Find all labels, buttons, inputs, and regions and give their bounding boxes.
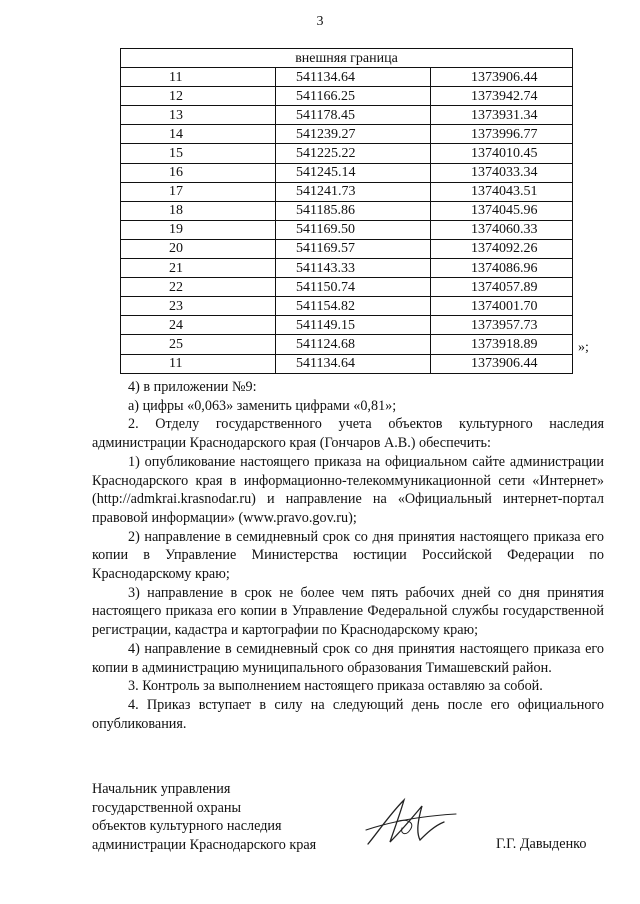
- table-row: [121, 278, 573, 297]
- table-row: [121, 144, 573, 163]
- x-coordinate-cell: 541185.86: [276, 201, 431, 220]
- point-number-cell: 21: [121, 259, 276, 278]
- point-number-cell: 14: [121, 125, 276, 144]
- point-number-cell: 15: [121, 144, 276, 163]
- table-row: [121, 87, 573, 106]
- table-closing-mark: »;: [578, 340, 589, 355]
- x-coordinate-cell: 541149.15: [276, 316, 431, 335]
- paragraph: 2) направление в семидневный срок со дня принятия настоящего приказа его копии в Управление Министерства юстиции Российской Федерации по Краснодарскому краю;: [92, 528, 604, 583]
- x-coordinate-cell: 541150.74: [276, 278, 431, 297]
- y-coordinate-cell: 1373918.89: [431, 335, 573, 354]
- y-coordinate-cell: 1374010.45: [431, 144, 573, 163]
- y-coordinate-cell: 1374057.89: [431, 278, 573, 297]
- y-coordinate-cell: 1373957.73: [431, 316, 573, 335]
- table-row: [121, 163, 573, 182]
- y-coordinate-cell: 1373996.77: [431, 125, 573, 144]
- table-row: [121, 201, 573, 220]
- paragraph: 4) направление в семидневный срок со дня принятия настоящего приказа его копии в администрацию муниципального образования Тимашевский район.: [92, 640, 604, 676]
- x-coordinate-cell: 541124.68: [276, 335, 431, 354]
- x-coordinate-cell: 541166.25: [276, 87, 431, 106]
- y-coordinate-cell: 1374092.26: [431, 239, 573, 258]
- x-coordinate-cell: 541178.45: [276, 106, 431, 125]
- table-header: внешняя граница: [121, 49, 573, 68]
- x-coordinate-cell: 541134.64: [276, 68, 431, 87]
- y-coordinate-cell: 1374001.70: [431, 297, 573, 316]
- paragraph: 4. Приказ вступает в силу на следующий день после его официального опубликования.: [92, 696, 604, 732]
- point-number-cell: 11: [121, 354, 276, 373]
- table-row: [121, 239, 573, 258]
- y-coordinate-cell: 1373931.34: [431, 106, 573, 125]
- table-row: [121, 297, 573, 316]
- signer-title-line: объектов культурного наследия: [92, 818, 282, 835]
- point-number-cell: 24: [121, 316, 276, 335]
- table-row: [121, 182, 573, 201]
- point-number-cell: 11: [121, 68, 276, 87]
- table-row: [121, 220, 573, 239]
- paragraph: 3. Контроль за выполнением настоящего приказа оставляю за собой.: [128, 678, 543, 695]
- x-coordinate-cell: 541239.27: [276, 125, 431, 144]
- table-row: [121, 125, 573, 144]
- table-row: [121, 259, 573, 278]
- table-row: [121, 354, 573, 373]
- x-coordinate-cell: 541245.14: [276, 163, 431, 182]
- page-number: 3: [316, 14, 324, 29]
- point-number-cell: 22: [121, 278, 276, 297]
- x-coordinate-cell: 541225.22: [276, 144, 431, 163]
- x-coordinate-cell: 541143.33: [276, 259, 431, 278]
- paragraph: 2. Отделу государственного учета объектов культурного наследия администрации Краснодарского края (Гончаров А.В.) обеспечить:: [92, 416, 604, 452]
- coordinates-table: [120, 48, 573, 374]
- table-row: [121, 68, 573, 87]
- point-number-cell: 12: [121, 87, 276, 106]
- point-number-cell: 25: [121, 335, 276, 354]
- point-number-cell: 16: [121, 163, 276, 182]
- x-coordinate-cell: 541154.82: [276, 297, 431, 316]
- y-coordinate-cell: 1373942.74: [431, 87, 573, 106]
- point-number-cell: 23: [121, 297, 276, 316]
- table-row: [121, 316, 573, 335]
- table-header-row: [121, 49, 573, 68]
- signer-name: Г.Г. Давыденко: [496, 836, 587, 852]
- document-body: [92, 378, 604, 733]
- handwritten-signature: [360, 792, 460, 852]
- paragraph: а) цифры «0,063» заменить цифрами «0,81»;: [128, 397, 397, 414]
- x-coordinate-cell: 541134.64: [276, 354, 431, 373]
- y-coordinate-cell: 1374045.96: [431, 201, 573, 220]
- y-coordinate-cell: 1373906.44: [431, 68, 573, 87]
- signer-title-line: Начальник управления: [92, 781, 231, 797]
- point-number-cell: 19: [121, 220, 276, 239]
- paragraph: 3) направление в срок не более чем пять рабочих дней со дня принятия настоящего приказа его копии в Управление Федеральной службы государственной регистрации, кадастра и картографии по Краснодарскому краю;: [92, 584, 604, 639]
- table-row: [121, 106, 573, 125]
- point-number-cell: 17: [121, 182, 276, 201]
- y-coordinate-cell: 1374060.33: [431, 220, 573, 239]
- y-coordinate-cell: 1374033.34: [431, 163, 573, 182]
- y-coordinate-cell: 1373906.44: [431, 354, 573, 373]
- paragraph: 1) опубликование настоящего приказа на официальном сайте администрации Краснодарского края в информационно-телекоммуникационной сети «Интернет» (http://admkrai.krasnodar.ru) и направление на «Официальный интернет-портал правовой информации» (www.pravo.gov.ru);: [92, 453, 604, 526]
- signer-title-line: администрации Краснодарского края: [92, 836, 317, 853]
- paragraph: 4) в приложении №9:: [128, 379, 257, 395]
- x-coordinate-cell: 541241.73: [276, 182, 431, 201]
- y-coordinate-cell: 1374043.51: [431, 182, 573, 201]
- point-number-cell: 18: [121, 201, 276, 220]
- x-coordinate-cell: 541169.57: [276, 239, 431, 258]
- signer-title-line: государственной охраны: [92, 799, 242, 816]
- point-number-cell: 13: [121, 106, 276, 125]
- table-row: [121, 335, 573, 354]
- point-number-cell: 20: [121, 239, 276, 258]
- x-coordinate-cell: 541169.50: [276, 220, 431, 239]
- y-coordinate-cell: 1374086.96: [431, 259, 573, 278]
